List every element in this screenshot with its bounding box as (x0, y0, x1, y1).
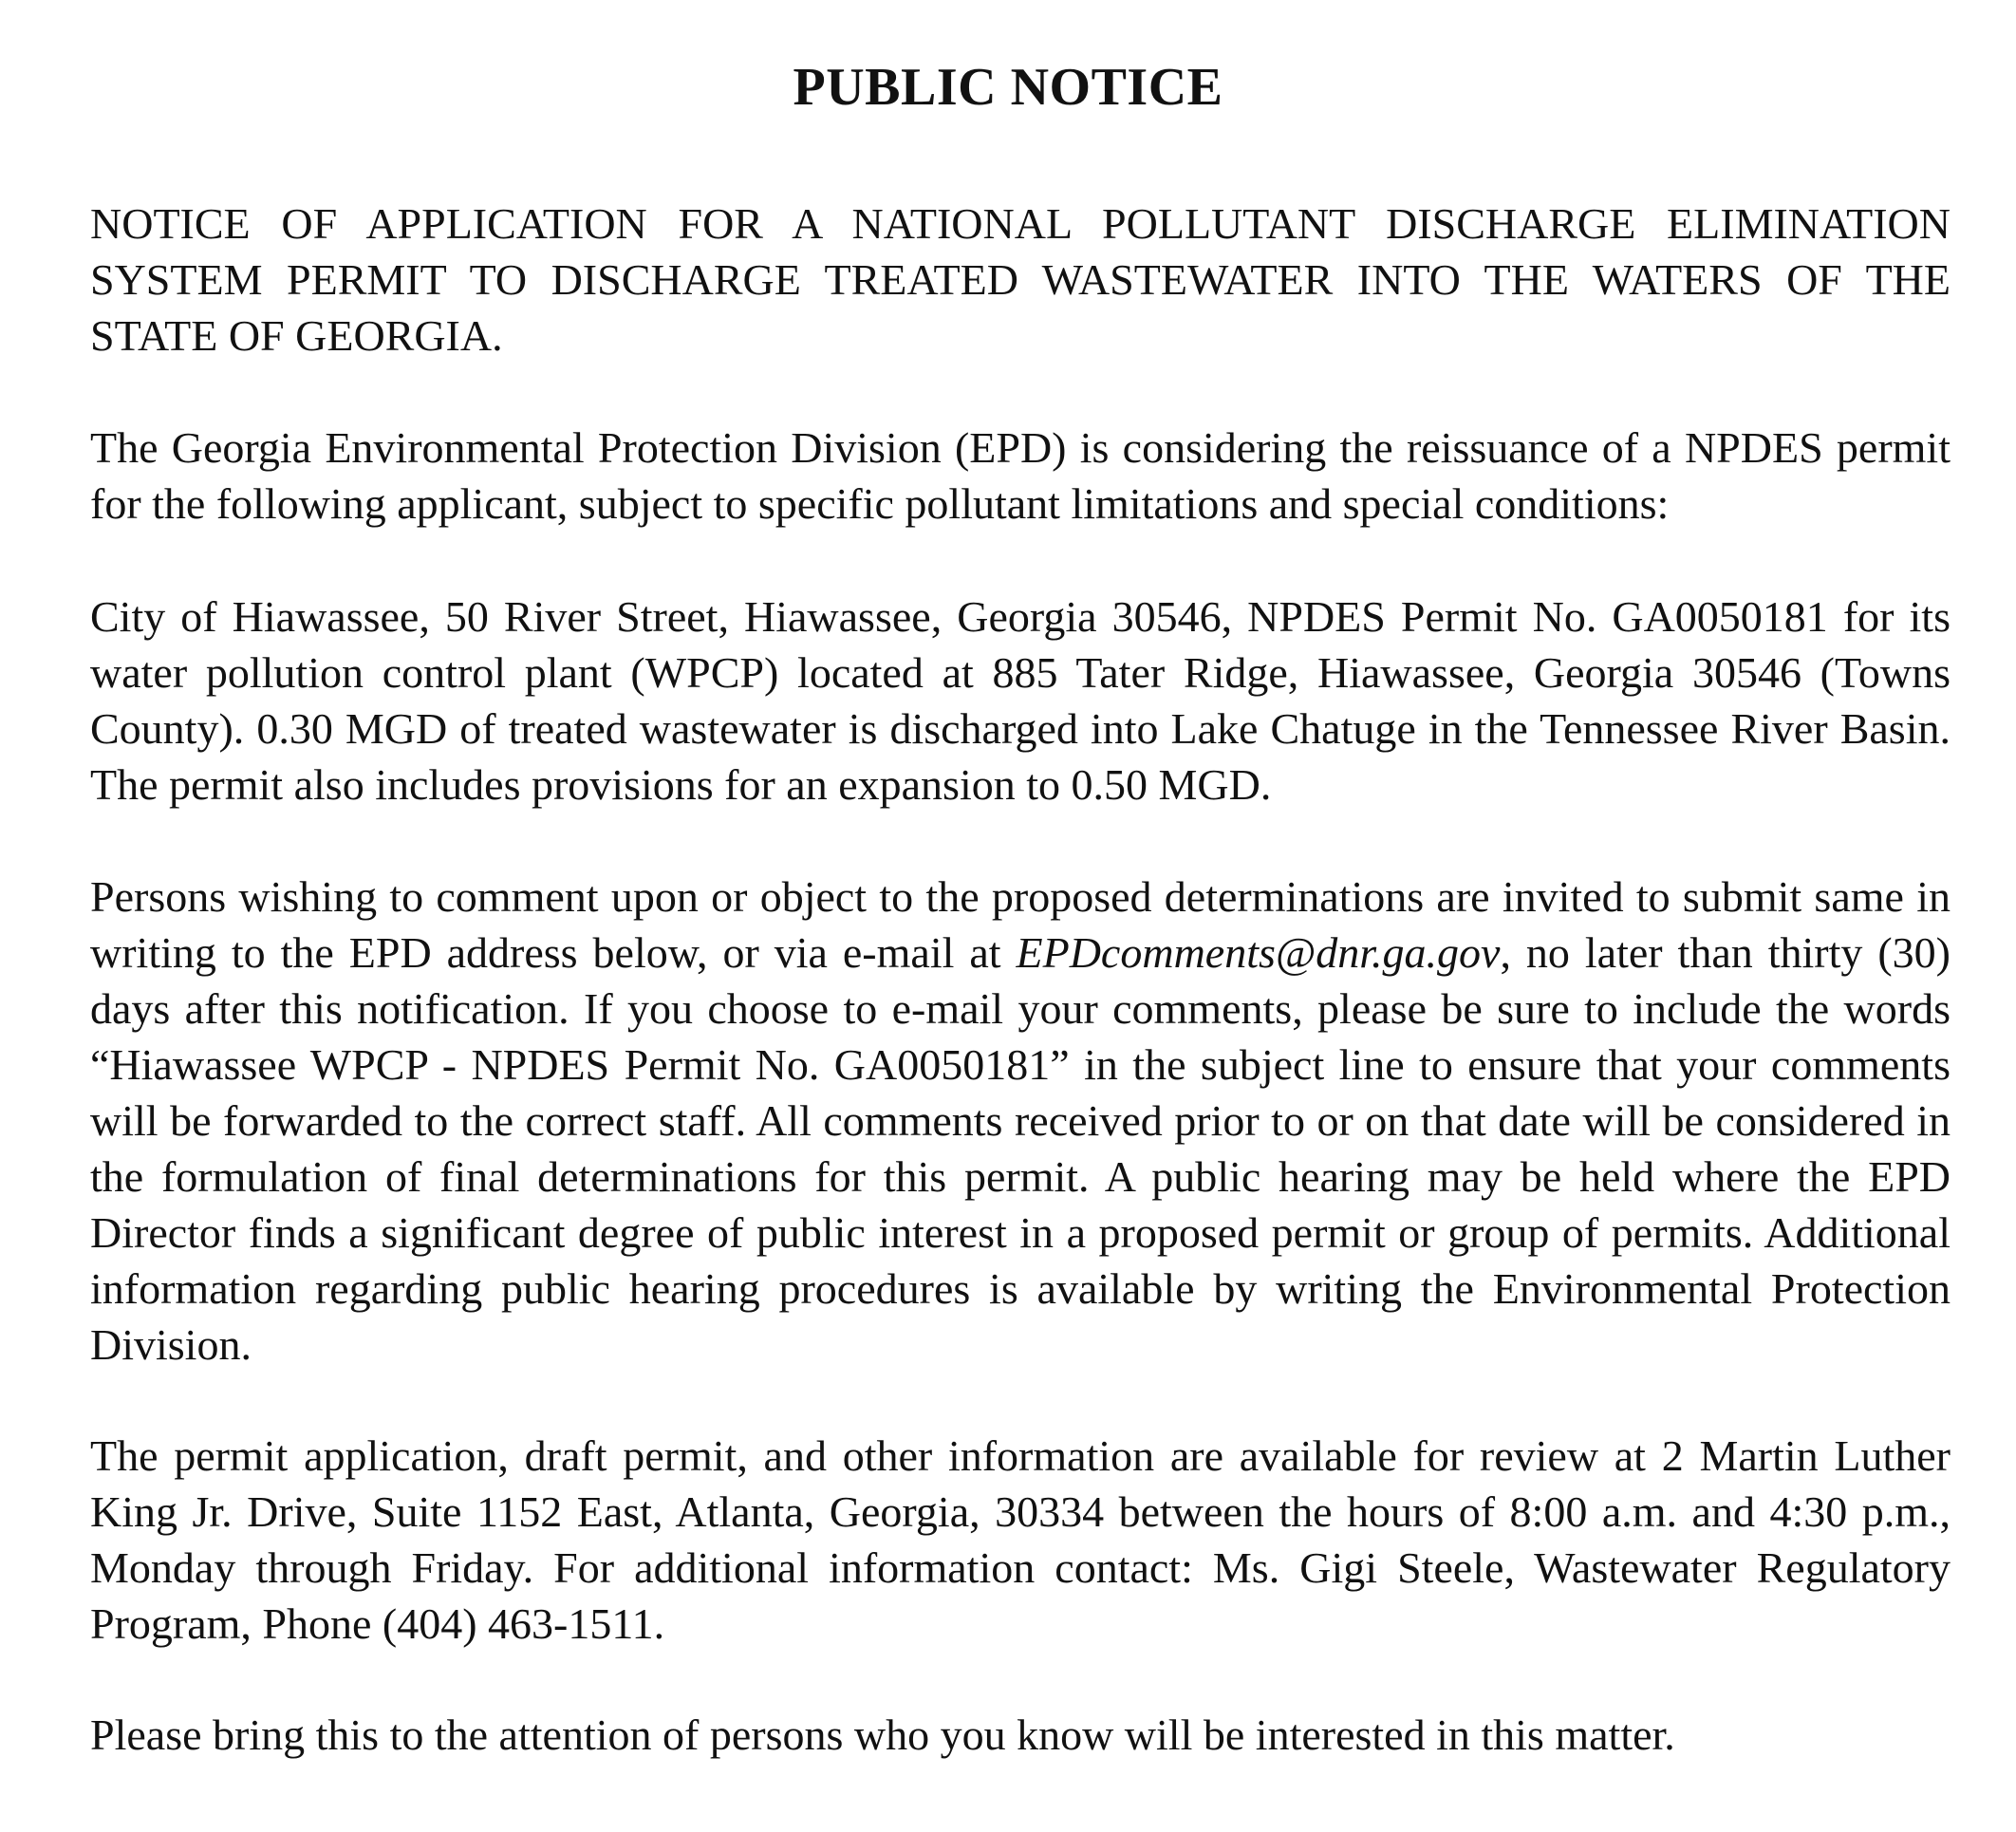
comment-text-part-2: , no later than thirty (30) days after this notification. If you choose to e-mail your comments, please be sure to include the words “Hiawassee WPCP - NPDES Permit No. GA0050181” in the subject line to ensure that your comments will be forwarded to the correct staff. All comments received prior to or on that date will be considered in the formulation of final determinations for this permit. A public hearing may be held where the EPD Director finds a significant degree of public interest in a proposed permit or group of permits. Additional information regarding public hearing procedures is available by writing the Environmental Protection Division. (90, 928, 1951, 1369)
comment-text-part-1: Persons wishing to comment upon or object to the proposed determinations are invited to submit same in writing to the EPD address below, or via e-mail at (90, 872, 1951, 977)
notice-heading: NOTICE OF APPLICATION FOR A NATIONAL POLLUTANT DISCHARGE ELIMINATION SYSTEM PERMIT TO DISCHARGE TREATED WASTEWATER INTO THE WATERS OF THE STATE OF GEORGIA. (90, 199, 1951, 360)
page-title: PUBLIC NOTICE (793, 57, 1223, 117)
review-paragraph: The permit application, draft permit, and other information are available for review at 2 Martin Luther King Jr. Drive, Suite 1152 East, Atlanta, Georgia, 30334 between the hours of 8:00 a.m. and 4:30 p.m., Monday through Friday. For additional information contact: Ms. Gigi Steele, Wastewater Regulatory Program, Phone (404) 463-1511. (90, 1431, 1951, 1648)
applicant-paragraph: City of Hiawassee, 50 River Street, Hiawassee, Georgia 30546, NPDES Permit No. GA0050181 for its water pollution control plant (WPCP) located at 885 Tater Ridge, Hiawassee, Georgia 30546 (Towns County). 0.30 MGD of treated wastewater is discharged into Lake Chatuge in the Tennessee River Basin. The permit also includes provisions for an expansion to 0.50 MGD. (90, 592, 1951, 809)
comment-paragraph (90, 869, 1951, 1373)
closing-paragraph: Please bring this to the attention of persons who you know will be interested in this matter. (90, 1710, 1675, 1759)
intro-paragraph: The Georgia Environmental Protection Division (EPD) is considering the reissuance of a NPDES permit for the following applicant, subject to specific pollutant limitations and special conditions: (90, 423, 1951, 528)
comment-email: EPDcomments@dnr.ga.gov (1016, 928, 1501, 977)
